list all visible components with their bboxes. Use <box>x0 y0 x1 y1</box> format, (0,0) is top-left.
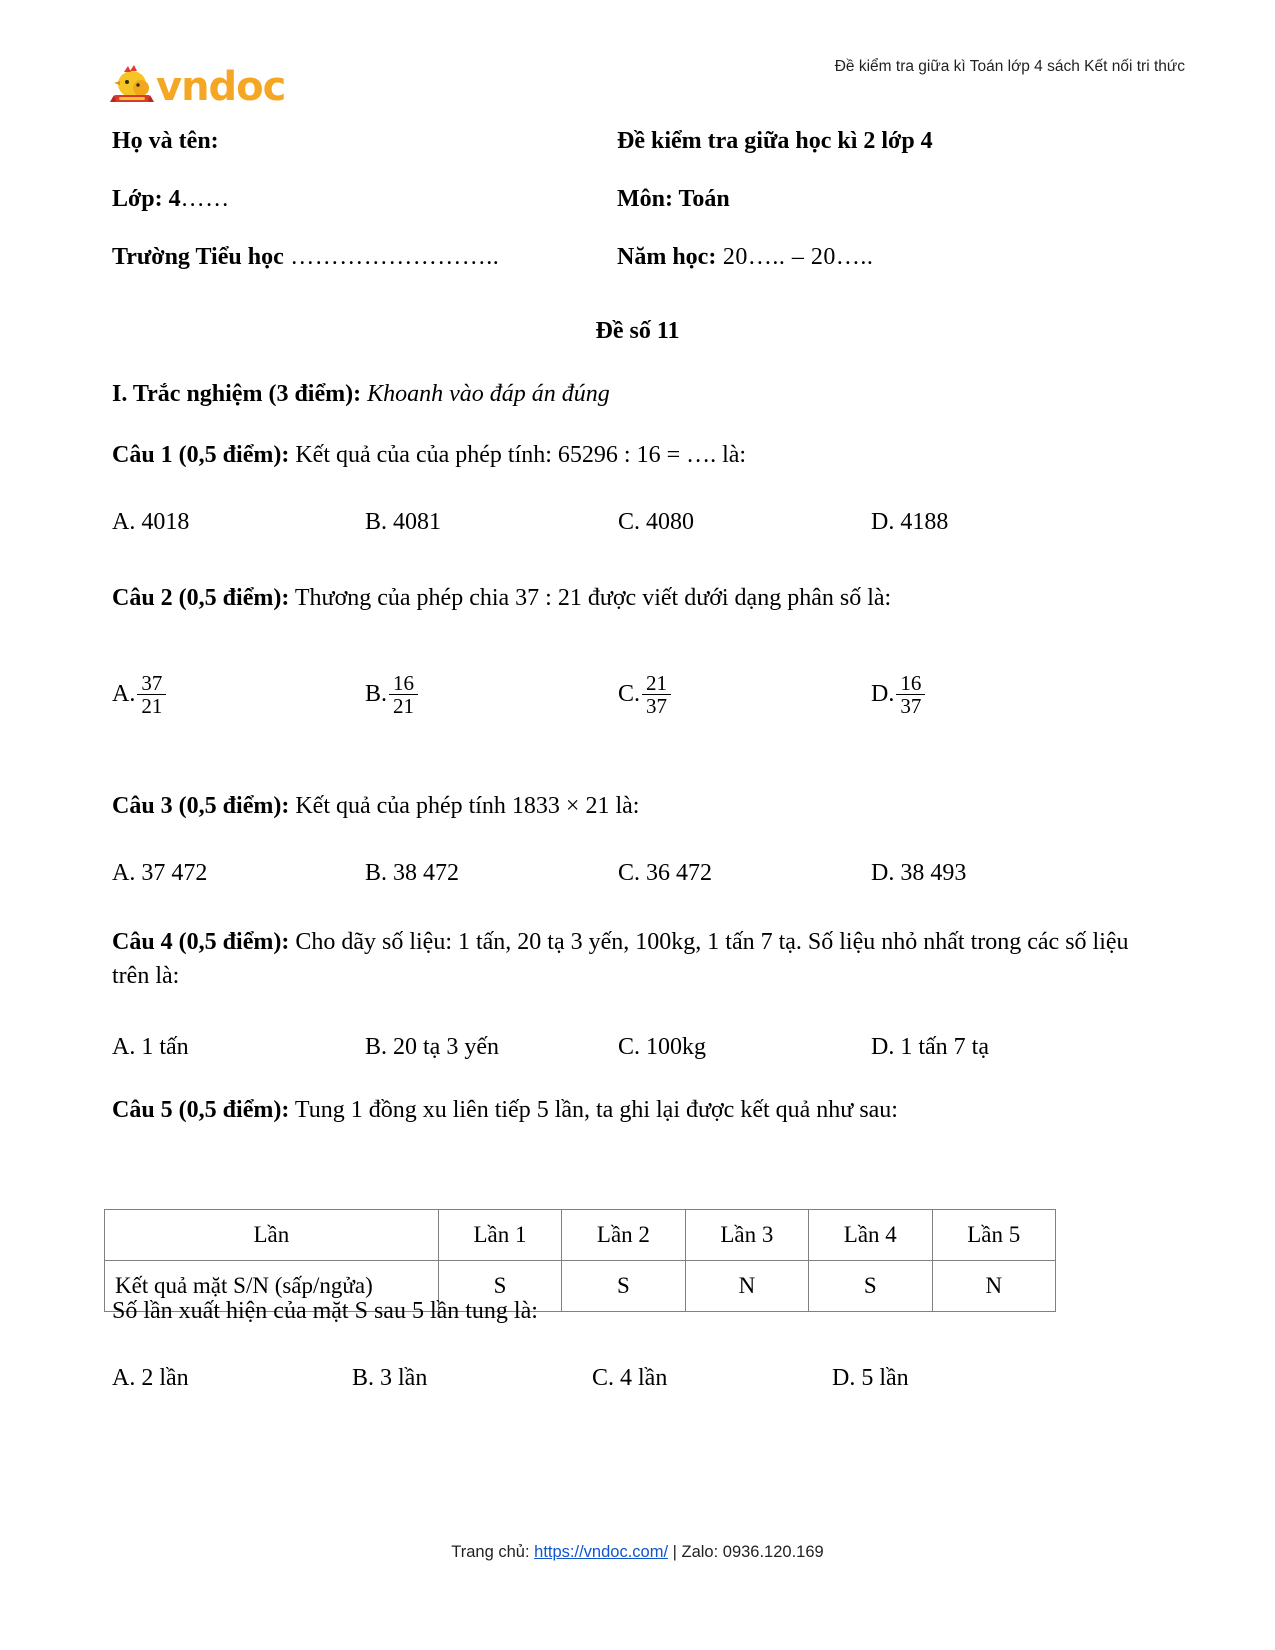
table-header-row <box>105 1210 1056 1261</box>
question-2-options <box>112 672 1215 717</box>
class-dots: …… <box>180 186 230 212</box>
option-c[interactable]: C. 36 472 <box>618 860 713 886</box>
fraction-denominator: 21 <box>137 694 166 717</box>
question-5-stem: Tung 1 đồng xu liên tiếp 5 lần, ta ghi lại được kết quả như sau: <box>289 1097 898 1123</box>
question-3-label: Câu 3 (0,5 điểm): <box>112 793 290 819</box>
question-5-label: Câu 5 (0,5 điểm): <box>112 1097 290 1123</box>
table-header-cell: Lần 2 <box>562 1210 685 1261</box>
table-cell: S <box>562 1261 685 1312</box>
fraction-denominator: 21 <box>389 694 418 717</box>
option-c[interactable]: C. 4080 <box>618 509 695 535</box>
question-5-options <box>112 1362 1195 1394</box>
logo-wordmark: vndoc <box>156 64 286 110</box>
name-label: Họ và tên: <box>112 128 219 154</box>
question-5 <box>112 1093 1195 1127</box>
fraction-denominator: 37 <box>896 694 925 717</box>
fraction-numerator: 37 <box>141 671 163 695</box>
footer-prefix: Trang chủ: <box>451 1543 535 1561</box>
exam-number: Đề số 11 <box>595 318 680 344</box>
option-a-fraction <box>137 672 166 717</box>
homepage-link[interactable]: https://vndoc.com/ <box>534 1543 669 1561</box>
table-cell: N <box>685 1261 808 1312</box>
school-field <box>112 242 617 272</box>
fraction-numerator: 16 <box>393 671 415 695</box>
table-cell: S <box>438 1261 561 1312</box>
page-header <box>110 52 1185 112</box>
table-cell: S <box>809 1261 932 1312</box>
class-label: Lớp: 4 <box>112 186 181 212</box>
option-c-letter: C. <box>618 681 641 708</box>
option-c[interactable]: C. 100kg <box>618 1034 707 1060</box>
fraction-denominator: 37 <box>642 694 671 717</box>
fraction-numerator: 16 <box>900 671 922 695</box>
year-value: 20….. – 20….. <box>716 244 874 270</box>
footer-suffix: | Zalo: 0936.120.169 <box>668 1543 824 1561</box>
section-heading-label: I. Trắc nghiệm (3 điểm): <box>112 381 362 407</box>
table-cell: N <box>932 1261 1055 1312</box>
table-header-cell: Lần <box>105 1210 439 1261</box>
section-heading-instruction: Khoanh vào đáp án đúng <box>361 381 610 407</box>
year-field <box>617 242 1185 272</box>
subject-label: Môn: Toán <box>617 186 730 212</box>
option-a[interactable] <box>112 672 365 717</box>
school-label: Trường Tiểu học <box>112 244 284 270</box>
question-4 <box>112 925 1155 993</box>
option-b[interactable]: B. 4081 <box>365 509 442 535</box>
table-header-cell: Lần 4 <box>809 1210 932 1261</box>
exam-title: Đề kiểm tra giữa học kì 2 lớp 4 <box>617 128 933 154</box>
table-header-cell: Lần 3 <box>685 1210 808 1261</box>
mascot-icon <box>110 64 154 106</box>
page-footer <box>0 1543 1275 1562</box>
option-d-fraction <box>896 672 925 717</box>
question-5-followup: Số lần xuất hiện của mặt S sau 5 lần tung là: <box>112 1298 538 1324</box>
question-1-label: Câu 1 (0,5 điểm): <box>112 442 290 468</box>
vndoc-logo <box>110 58 286 110</box>
year-label: Năm học: <box>617 244 717 270</box>
option-d[interactable]: D. 1 tấn 7 tạ <box>871 1034 989 1060</box>
option-d[interactable]: D. 5 lần <box>832 1365 909 1391</box>
option-d-letter: D. <box>871 681 895 708</box>
header-note: Đề kiểm tra giữa kì Toán lớp 4 sách Kết nối tri thức <box>834 58 1185 75</box>
fraction-numerator: 21 <box>646 671 668 695</box>
question-3-options <box>112 857 1195 889</box>
option-d[interactable]: D. 4188 <box>871 509 949 535</box>
option-b[interactable]: B. 3 lần <box>352 1365 428 1391</box>
option-c[interactable]: C. 4 lần <box>592 1365 668 1391</box>
option-a-letter: A. <box>112 681 136 708</box>
table-row-label: Kết quả mặt S/N (sấp/ngửa) <box>105 1261 439 1312</box>
option-b-letter: B. <box>365 681 388 708</box>
info-row-class <box>112 184 1185 214</box>
student-info-block <box>112 126 1185 300</box>
section-heading <box>112 378 610 410</box>
info-row-school <box>112 242 1185 272</box>
class-field <box>112 184 617 214</box>
question-4-stem: Cho dãy số liệu: 1 tấn, 20 tạ 3 yến, 100kg, 1 tấn 7 tạ. Số liệu nhỏ nhất trong các số liệu trên là: <box>112 929 1129 989</box>
option-b[interactable]: B. 38 472 <box>365 860 460 886</box>
option-b-fraction <box>389 672 418 717</box>
question-4-label: Câu 4 (0,5 điểm): <box>112 929 290 955</box>
option-a[interactable]: A. 37 472 <box>112 860 208 886</box>
table-header-cell: Lần 1 <box>438 1210 561 1261</box>
option-a[interactable]: A. 1 tấn <box>112 1034 189 1060</box>
option-d[interactable] <box>871 672 1215 717</box>
option-b[interactable] <box>365 672 618 717</box>
question-2 <box>112 581 1195 615</box>
option-d[interactable]: D. 38 493 <box>871 860 967 886</box>
question-3-stem: Kết quả của phép tính 1833 × 21 là: <box>289 793 640 819</box>
question-3 <box>112 789 1195 823</box>
school-dots: …………………….. <box>283 244 500 270</box>
question-2-label: Câu 2 (0,5 điểm): <box>112 585 290 611</box>
option-c-fraction <box>642 672 671 717</box>
info-row-name <box>112 126 1185 156</box>
question-1-stem: Kết quả của của phép tính: 65296 : 16 = …. là: <box>289 442 747 468</box>
question-2-stem: Thương của phép chia 37 : 21 được viết dưới dạng phân số là: <box>289 585 892 611</box>
question-1 <box>112 438 1195 472</box>
table-header-cell: Lần 5 <box>932 1210 1055 1261</box>
question-4-options <box>112 1031 1195 1063</box>
question-1-options <box>112 506 1195 538</box>
option-c[interactable] <box>618 672 871 717</box>
option-a[interactable]: A. 4018 <box>112 509 190 535</box>
option-a[interactable]: A. 2 lần <box>112 1365 189 1391</box>
option-b[interactable]: B. 20 tạ 3 yến <box>365 1034 499 1060</box>
